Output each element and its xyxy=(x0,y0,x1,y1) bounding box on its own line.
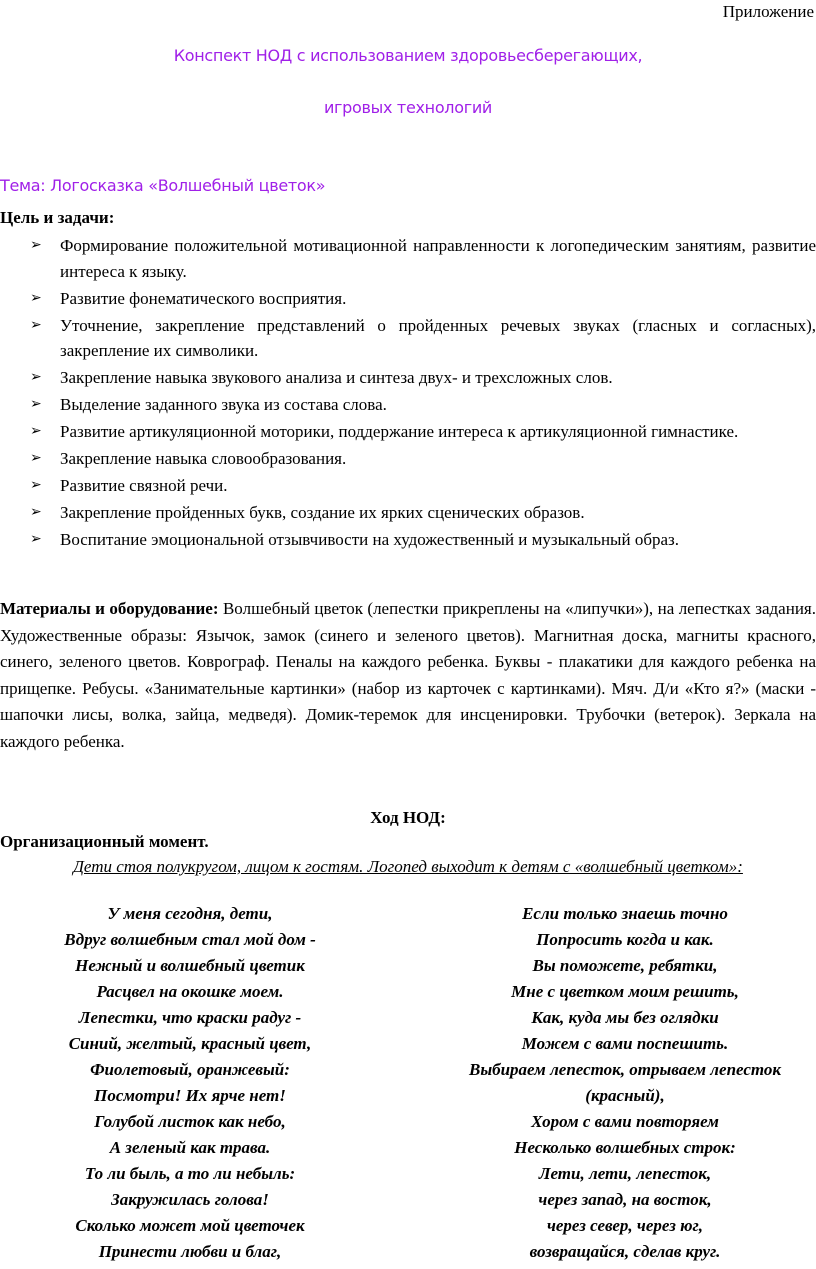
poem-line: Хором с вами повторяем xyxy=(531,1112,719,1131)
poem-line: Несколько волшебных строк: xyxy=(514,1138,736,1157)
poem-line: Закружилась голова! xyxy=(111,1190,269,1209)
poem-line: через запад, на восток, xyxy=(538,1190,712,1209)
poem-line: Голубой листок как небо, xyxy=(94,1112,286,1131)
poem-line: Синий, желтый, красный цвет, xyxy=(68,1034,312,1053)
poem-line: У меня сегодня, дети, xyxy=(107,904,273,923)
poem-line: Посмотри! Их ярче нет! xyxy=(94,1086,286,1105)
appendix-label: Приложение xyxy=(722,2,814,21)
poem-line: Сколько может мой цветочек xyxy=(75,1216,305,1235)
goal-item: ➢ Развитие фонематического восприятия. xyxy=(0,286,816,312)
poem-line: Мне с цветком моим решить, xyxy=(511,982,739,1001)
poem-line: А зеленый как трава. xyxy=(109,1138,271,1157)
poem-line: Вдруг волшебным стал мой дом - xyxy=(64,930,316,949)
document-title-line-1: Конспект НОД с использованием здоровьесберегающих, xyxy=(173,46,643,65)
goal-item: ➢ Закрепление навыка звукового анализа и синтеза двух- и трехсложных слов. xyxy=(0,365,816,391)
goal-item: ➢ Закрепление навыка словообразования. xyxy=(0,446,816,472)
materials-heading: Материалы и оборудование: xyxy=(0,599,219,618)
goals-heading: Цель и задачи: xyxy=(0,208,115,227)
document-title-line-2: игровых технологий xyxy=(323,98,493,117)
poem-line: Расцвел на окошке моем. xyxy=(96,982,284,1001)
goal-item: ➢ Формирование положительной мотивационной направленности к логопедическим занятиям, развитие интереса к языку. xyxy=(0,233,816,284)
poem-line: Как, куда мы без оглядки xyxy=(531,1008,719,1027)
org-moment-heading: Организационный момент. xyxy=(0,832,209,851)
materials-paragraph xyxy=(0,596,816,755)
poem-right-column xyxy=(438,901,812,1265)
poem-line: Принести любви и благ, xyxy=(98,1242,282,1261)
goal-item: ➢ Уточнение, закрепление представлений о пройденных речевых звуках (гласных и согласных), закрепление их символики. xyxy=(0,313,816,364)
goal-item: ➢ Развитие артикуляционной моторики, поддержание интереса к артикуляционной гимнастике. xyxy=(0,419,816,445)
goal-item: ➢ Воспитание эмоциональной отзывчивости на художественный и музыкальный образ. xyxy=(0,527,816,553)
poem-left-column xyxy=(20,901,360,1265)
poem-line: через север, через юг, xyxy=(546,1216,704,1235)
poem-line: Выбираем лепесток, отрываем лепесток xyxy=(468,1060,782,1079)
poem-line: Лепестки, что краски радуг - xyxy=(78,1008,302,1027)
poem-line: Нежный и волшебный цветик xyxy=(75,956,305,975)
poem-line: Лети, лети, лепесток, xyxy=(538,1164,712,1183)
goals-list xyxy=(0,233,816,554)
poem-line: Попросить когда и как. xyxy=(536,930,714,949)
procedure-heading: Ход НОД: xyxy=(370,808,446,827)
poem-line: Если только знаешь точно xyxy=(522,904,728,923)
poem-line: возвращайся, сделав круг. xyxy=(529,1242,721,1261)
poem-line: Можем с вами поспешить. xyxy=(521,1034,729,1053)
goal-item: ➢ Выделение заданного звука из состава слова. xyxy=(0,392,816,418)
poem-line: Фиолетовый, оранжевый: xyxy=(90,1060,290,1079)
poem-line: То ли быль, а то ли небыль: xyxy=(84,1164,296,1183)
goal-item: ➢ Развитие связной речи. xyxy=(0,473,816,499)
materials-text: Волшебный цветок (лепестки прикреплены на «липучки»), на лепестках задания. Художественные образы: Язычок, замок (синего и зеленого цветов). Магнитная доска, магниты красного, синего, зеленого цветов. Коврограф. Пеналы на каждого ребенка. Буквы - плакатики для каждого ребенка на прищепке. Ребусы. «Занимательные картинки» (набор из карточек с картинками). Мяч. Д/и «Кто я?» (маски - шапочки лисы, волка, зайца, медведя). Домик-теремок для инсценировки. Трубочки (ветерок). Зеркала на каждого ребенка. xyxy=(0,599,816,751)
procedure-intro: Дети стоя полукругом, лицом к гостям. Логопед выходит к детям с «волшебный цветком»: xyxy=(73,857,743,876)
goal-item: ➢ Закрепление пройденных букв, создание их ярких сценических образов. xyxy=(0,500,816,526)
topic-line: Тема: Логосказка «Волшебный цветок» xyxy=(0,176,326,195)
poem-line: Вы поможете, ребятки, xyxy=(532,956,718,975)
poem-line: (красный), xyxy=(585,1086,665,1105)
